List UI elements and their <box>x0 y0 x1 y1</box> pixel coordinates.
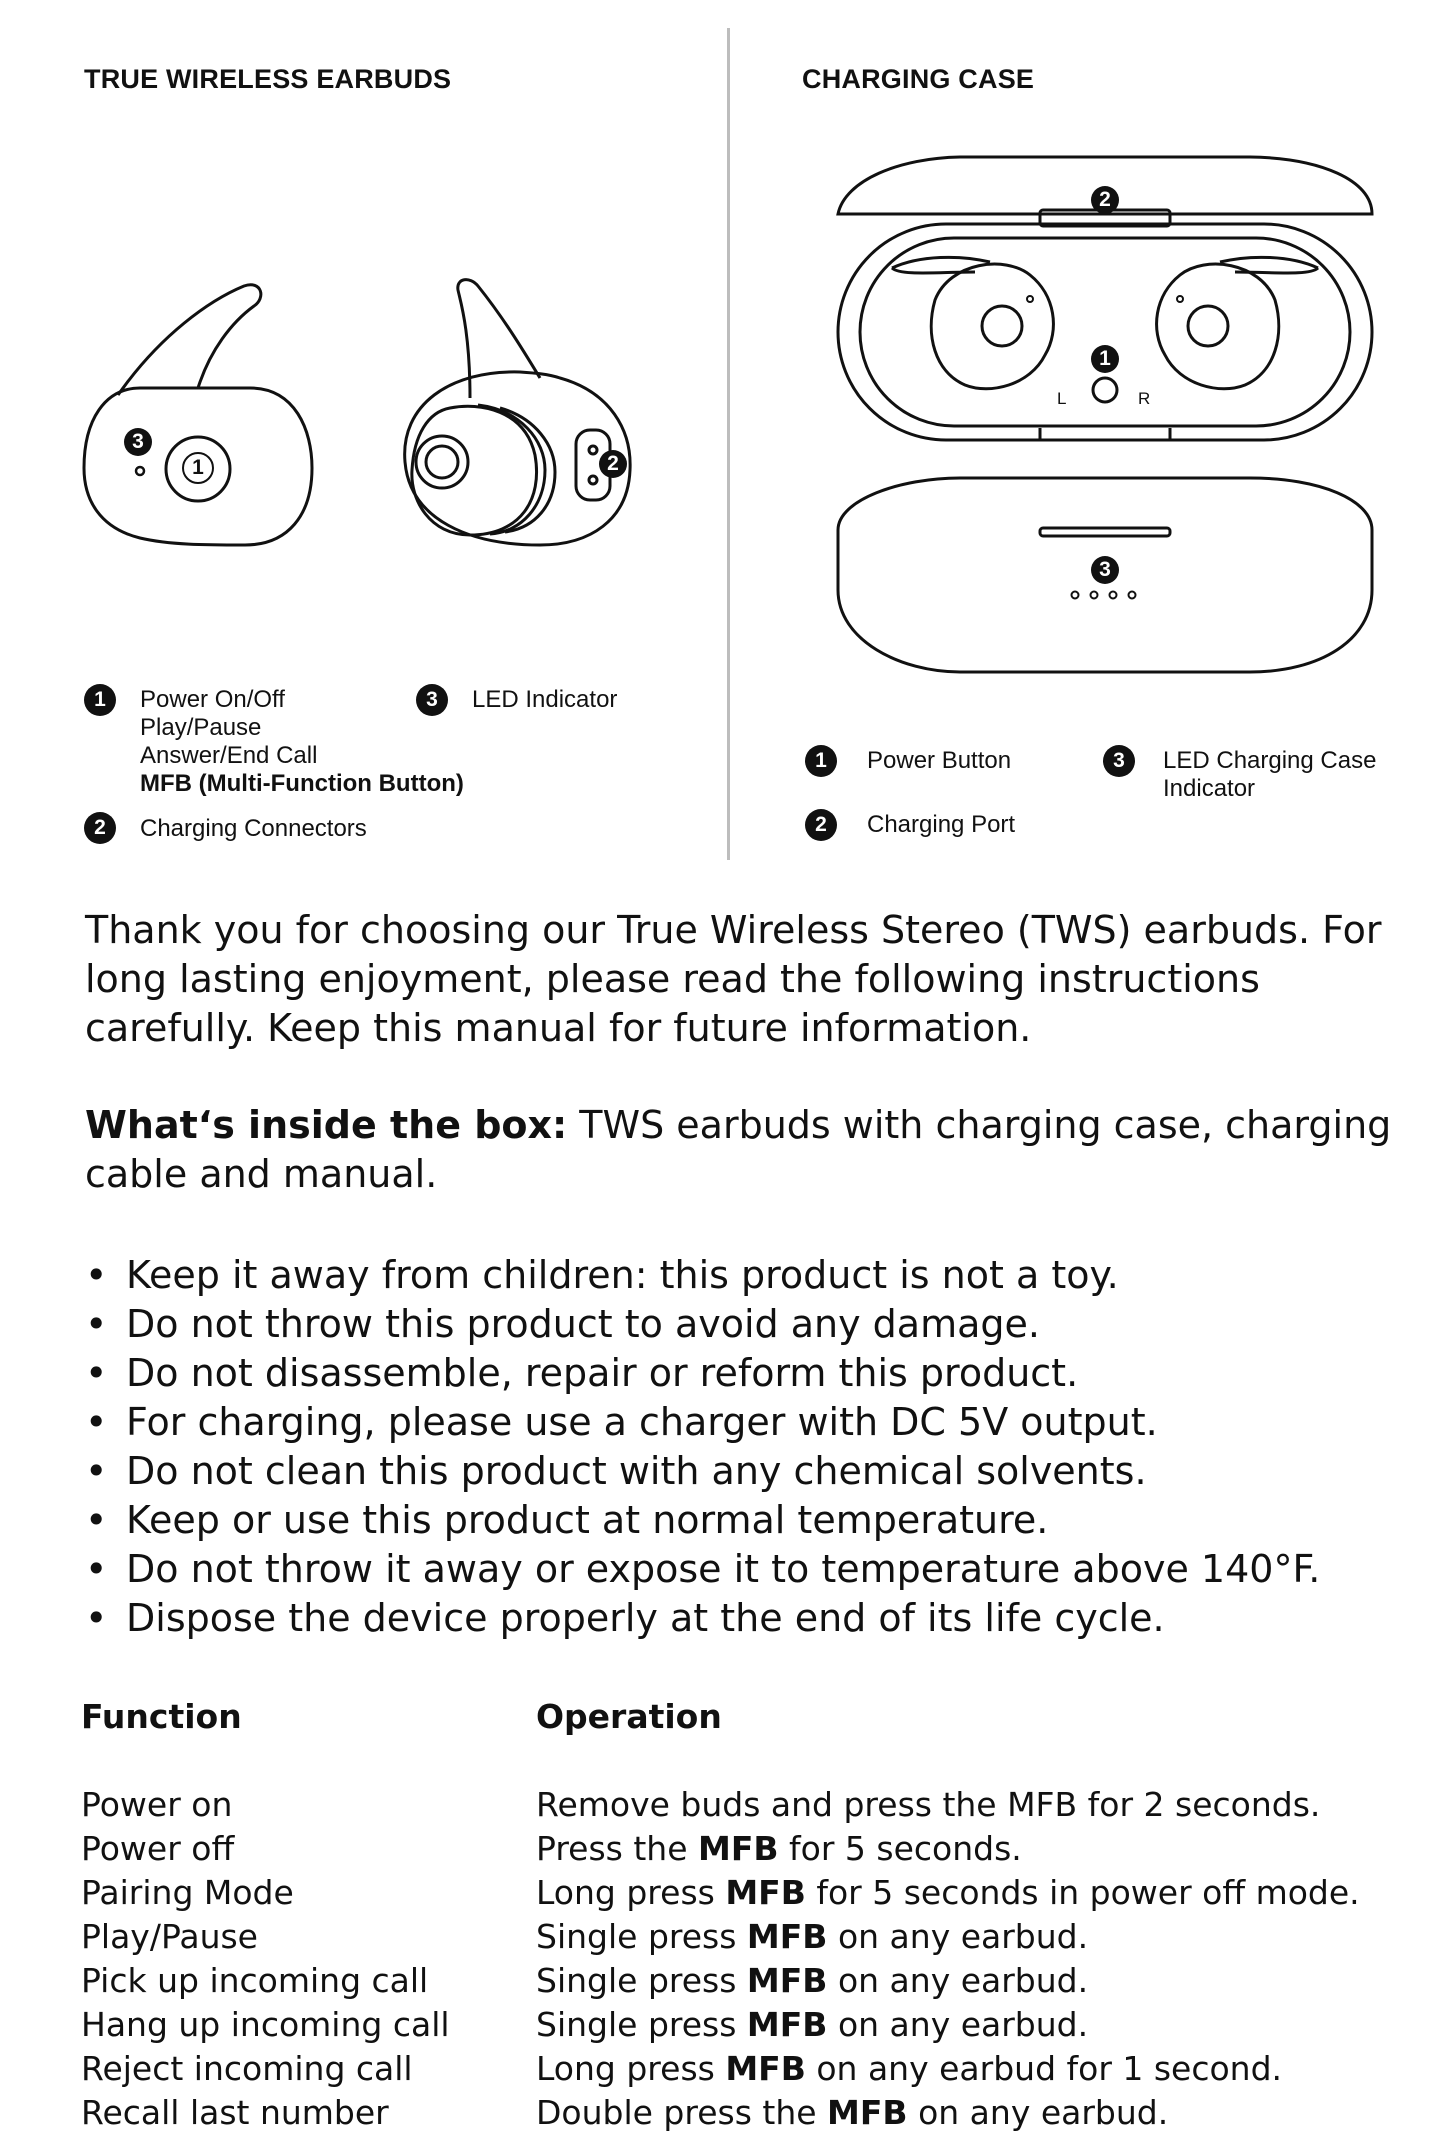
rule-item: • Dispose the device properly at the end of its life cycle. <box>85 1594 1405 1643</box>
function-cell: Pairing Mode <box>81 1873 294 1912</box>
function-cell: Reject incoming call <box>81 2049 413 2088</box>
box-text: TWS earbuds with charging case, charging cable and manual. <box>85 1103 1392 1196</box>
operation-cell: Single press MFB on any earbud. <box>536 1917 1089 1956</box>
header-function: Function <box>81 1697 242 1736</box>
legend-badge-1: 1 <box>84 684 116 716</box>
rule-item: • Do not disassemble, repair or reform this product. <box>85 1349 1405 1398</box>
charging-case-illustration <box>830 150 1380 690</box>
box-contents-paragraph <box>85 1101 1405 1199</box>
case-callout-2: 2 <box>1091 186 1119 214</box>
function-cell: Recall last number <box>81 2093 389 2132</box>
legend-badge-2: 2 <box>84 812 116 844</box>
earbud-callout-1: 1 <box>182 452 214 484</box>
legend-badge-3: 3 <box>416 684 448 716</box>
case-legend-led-line1: LED Charging Case <box>1163 747 1377 774</box>
operation-cell: Long press MFB for 5 seconds in power off mode. <box>536 1873 1360 1912</box>
section-divider <box>727 28 730 860</box>
safety-rules <box>85 1251 1405 1643</box>
table-row <box>81 1827 1421 1871</box>
operation-cell: Single press MFB on any earbud. <box>536 1961 1089 2000</box>
case-heading: CHARGING CASE <box>802 64 1035 94</box>
function-table <box>81 1695 1421 2135</box>
rule-item: • Keep or use this product at normal temperature. <box>85 1496 1405 1545</box>
rule-item: • Keep it away from children: this product is not a toy. <box>85 1251 1405 1300</box>
earbuds-heading: TRUE WIRELESS EARBUDS <box>84 64 452 94</box>
legend-play-pause: Play/Pause <box>140 714 262 741</box>
case-legend-badge-3: 3 <box>1103 745 1135 777</box>
operation-cell: Long press MFB on any earbud for 1 second. <box>536 2049 1283 2088</box>
case-legend-charging-port: Charging Port <box>867 811 1016 838</box>
case-callout-3: 3 <box>1091 556 1119 584</box>
case-right-label: R <box>1138 389 1151 408</box>
rule-item: • Do not clean this product with any chemical solvents. <box>85 1447 1405 1496</box>
earbuds-legend <box>84 684 684 844</box>
table-row <box>81 2003 1421 2047</box>
case-left-label: L <box>1057 389 1067 408</box>
operation-cell: Double press the MFB on any earbud. <box>536 2093 1169 2132</box>
box-label: What‘s inside the box: <box>85 1103 568 1147</box>
case-legend-badge-2: 2 <box>805 809 837 841</box>
table-row <box>81 1915 1421 1959</box>
function-cell: Hang up incoming call <box>81 2005 450 2044</box>
legend-charging-connectors: Charging Connectors <box>140 815 367 842</box>
legend-power: Power On/Off <box>140 686 285 713</box>
intro-paragraph <box>85 906 1405 1053</box>
table-row <box>81 2091 1421 2135</box>
intro-text: Thank you for choosing our True Wireless Stereo (TWS) earbuds. For long lasting enjoyment, please read the following instructions carefully. Keep this manual for future information. <box>85 908 1382 1050</box>
rule-item: • Do not throw this product to avoid any damage. <box>85 1300 1405 1349</box>
operation-cell: Press the MFB for 5 seconds. <box>536 1829 1022 1868</box>
case-legend-led-line2: Indicator <box>1163 775 1256 802</box>
earbud-callout-2: 2 <box>599 450 627 478</box>
operation-cell: Remove buds and press the MFB for 2 seconds. <box>536 1785 1321 1824</box>
legend-led-indicator: LED Indicator <box>472 686 618 713</box>
legend-answer-call: Answer/End Call <box>140 742 318 769</box>
case-legend-badge-1: 1 <box>805 745 837 777</box>
table-header <box>81 1695 1421 1739</box>
table-row <box>81 2047 1421 2091</box>
header-operation: Operation <box>536 1697 722 1736</box>
case-legend <box>805 745 1405 855</box>
function-cell: Play/Pause <box>81 1917 258 1956</box>
function-cell: Pick up incoming call <box>81 1961 429 2000</box>
rule-item: • For charging, please use a charger with DC 5V output. <box>85 1398 1405 1447</box>
table-row <box>81 1959 1421 2003</box>
case-callout-1: 1 <box>1091 345 1119 373</box>
function-cell: Power off <box>81 1829 235 1868</box>
table-row <box>81 1871 1421 1915</box>
operation-cell: Single press MFB on any earbud. <box>536 2005 1089 2044</box>
function-cell: Power on <box>81 1785 233 1824</box>
legend-mfb: MFB (Multi-Function Button) <box>140 770 464 797</box>
rule-item: • Do not throw it away or expose it to temperature above 140°F. <box>85 1545 1405 1594</box>
earbuds-illustration <box>60 250 680 570</box>
earbud-callout-3: 3 <box>124 428 152 456</box>
table-row <box>81 1783 1421 1827</box>
case-legend-power-button: Power Button <box>867 747 1012 774</box>
